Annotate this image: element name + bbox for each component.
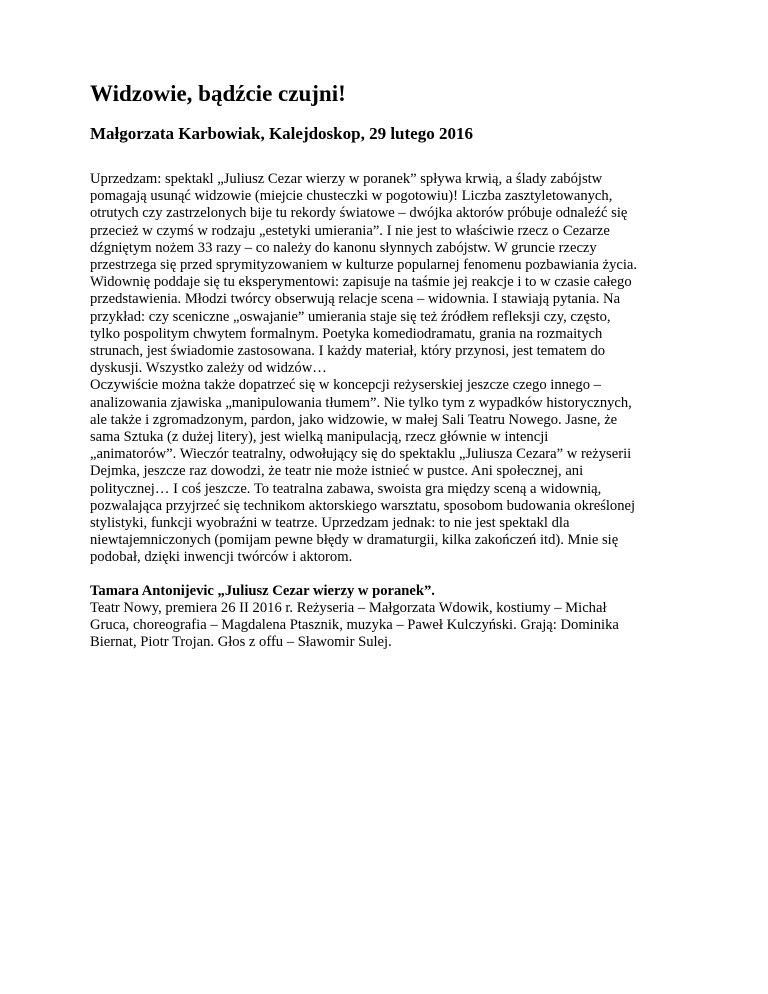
credits-line: Biernat, Piotr Trojan. Głos z offu – Sławomir Sulej. <box>90 634 392 651</box>
paragraph-line: Widownię poddaje się tu eksperymentowi: zapisuje na taśmie jej reakcje i to w czasie całego <box>90 274 632 291</box>
credits-line: Gruca, choreografia – Magdalena Ptasznik, muzyka – Paweł Kulczyński. Grają: Dominika <box>90 617 619 634</box>
document-page <box>90 80 690 651</box>
article-body <box>90 171 690 567</box>
paragraph-line: przedstawienia. Młodzi twórcy obserwują relacje scena – widownia. I stawiają pytania. Na <box>90 291 621 308</box>
paragraph-2 <box>90 377 690 566</box>
paragraph-line: dyskusji. Wszystko zależy od widzów… <box>90 360 327 377</box>
paragraph-line: tylko pospolitym chwytem formalnym. Poetyka komediodramatu, grania na rozmaitych <box>90 325 603 342</box>
production-credits <box>90 583 690 652</box>
paragraph-line: przecież w czymś w rodzaju „estetyki umierania”. I nie jest to właściwie rzecz o Cezarze <box>90 222 610 239</box>
paragraph-line: ale także i zgromadzonym, pardon, jako widzowie, w małej Sali Teatru Nowego. Jasne, że <box>90 411 618 428</box>
paragraph-line: strunach, jest świadomie zastosowana. I każdy materiał, który przynosi, jest tematem do <box>90 343 606 360</box>
paragraph-line: przestrzega się przed sprymityzowaniem w kulturze popularnej fenomenu pozbawiania życia. <box>90 257 638 274</box>
paragraph-1 <box>90 171 690 377</box>
paragraph-line: Oczywiście można także dopatrzeć się w koncepcji reżyserskiej jeszcze czego innego – <box>90 377 601 394</box>
paragraph-line: pozwalająca przyjrzeć się technikom aktorskiego warsztatu, sposobom budowania określonej <box>90 497 636 514</box>
paragraph-line: otrutych czy zastrzelonych bije tu rekordy światowe – dwójka aktorów próbuje odnaleźć się <box>90 205 628 222</box>
paragraph-line: analizowania zjawiska „manipulowania tłumem”. Nie tylko tym z wypadków historycznych, <box>90 394 632 411</box>
paragraph-line: niewtajemniczonych (pomijam pewne błędy w dramaturgii, kilka zakończeń itd). Mnie się <box>90 532 619 549</box>
paragraph-line: sama Sztuka (z dużej litery), jest wielką manipulacją, rzecz głównie w intencji <box>90 429 549 446</box>
paragraph-line: podobał, dzięki inwencji twórców i aktorom. <box>90 549 353 566</box>
article-title: Widzowie, bądźcie czujni! <box>90 81 346 106</box>
paragraph-line: stylistyki, funkcji wyobraźni w teatrze. Uprzedzam jednak: to nie jest spektakl dla <box>90 515 570 532</box>
credits-line: Teatr Nowy, premiera 26 II 2016 r. Reżyseria – Małgorzata Wdowik, kostiumy – Michał <box>90 599 607 616</box>
paragraph-line: Uprzedzam: spektakl „Juliusz Cezar wierzy w poranek” spływa krwią, a ślady zabójstw <box>90 171 603 187</box>
paragraph-line: pomagają usunąć widzowie (miejcie chusteczki w pogotowiu)! Liczba zasztyletowanych, <box>90 188 613 205</box>
paragraph-line: przykład: czy sceniczne „oswajanie” umierania staje się też źródłem refleksji czy, często, <box>90 308 611 325</box>
credits-title: Tamara Antonijevic „Juliusz Cezar wierzy w poranek”. <box>90 582 435 599</box>
paragraph-line: Dejmka, jeszcze raz dowodzi, że teatr nie może istnieć w pustce. Ani społecznej, ani <box>90 463 584 480</box>
paragraph-line: politycznej… I coś jeszcze. To teatralna zabawa, swoista gra między sceną a widownią, <box>90 480 602 497</box>
article-byline: Małgorzata Karbowiak, Kalejdoskop, 29 lutego 2016 <box>90 124 473 143</box>
paragraph-line: „animatorów”. Wieczór teatralny, odwołujący się do spektaklu „Juliusza Cezara” w reżyserii <box>90 446 632 463</box>
paragraph-line: dźgniętym nożem 33 razy – co należy do kanonu słynnych zabójstw. W gruncie rzeczy <box>90 239 597 256</box>
